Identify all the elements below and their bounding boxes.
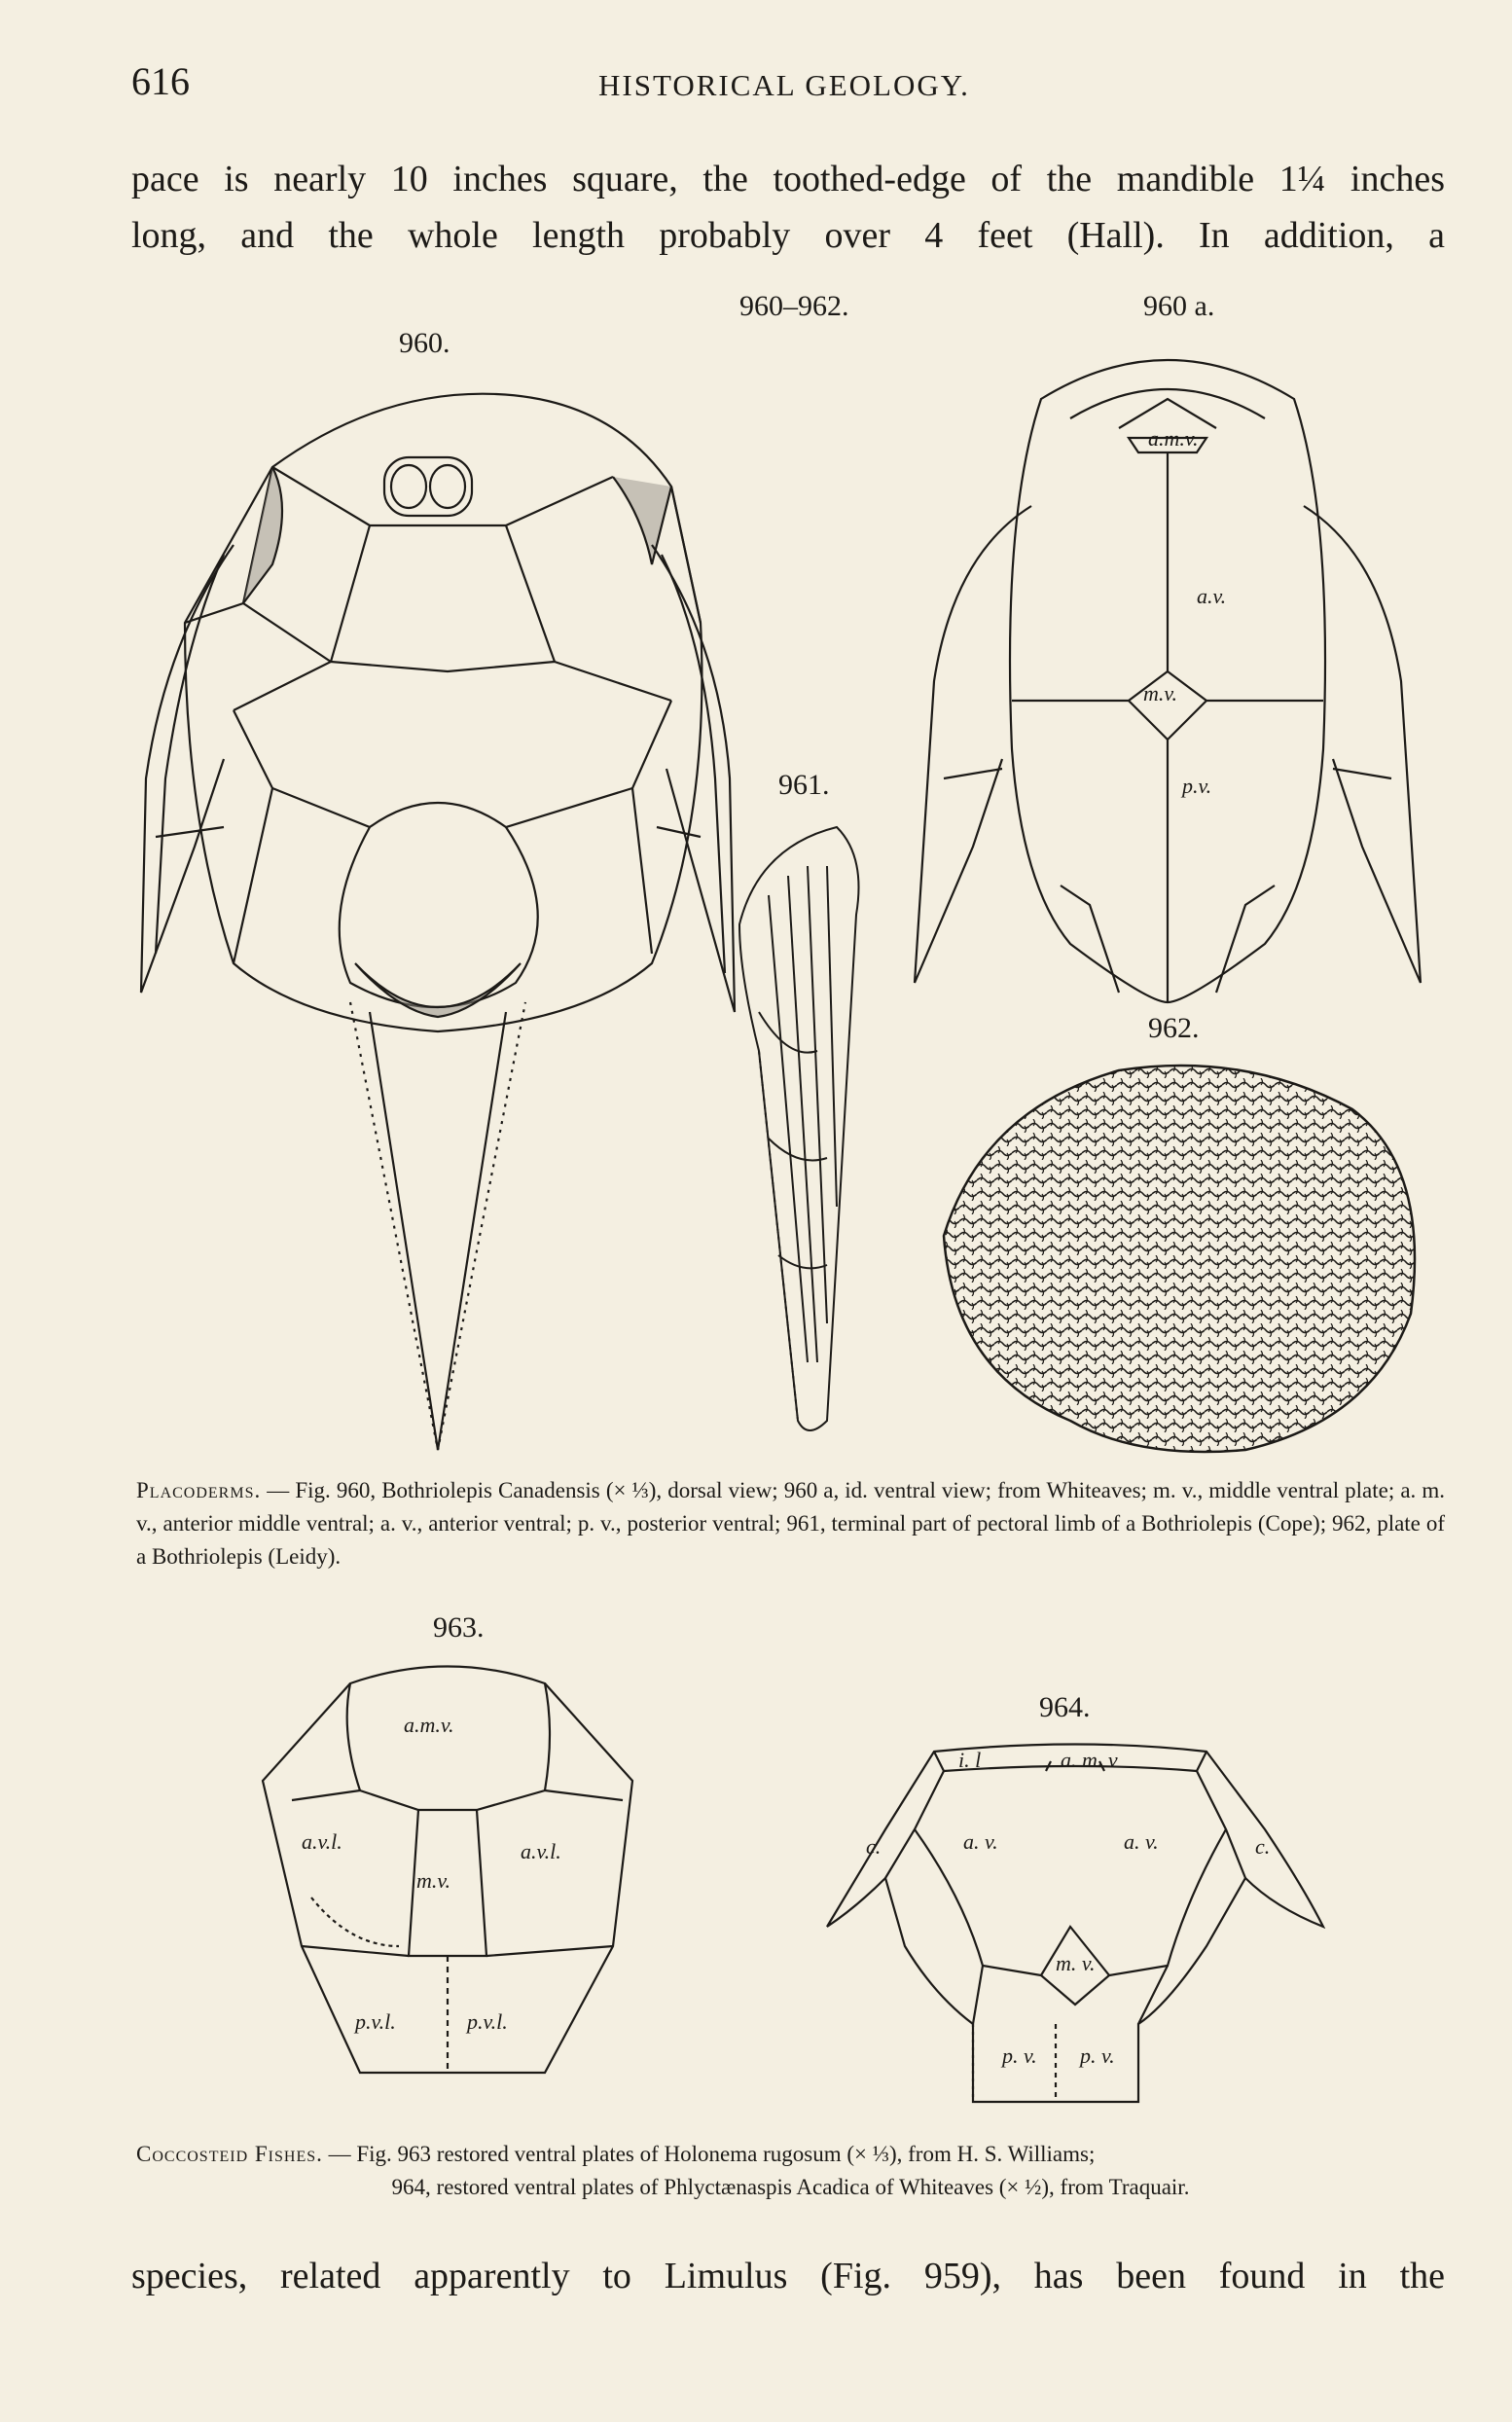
caption-text-line2: 964, restored ventral plates of Phlyctænaspis Acadica of Whiteaves (× ½), from Traquair.: [391, 2175, 1190, 2199]
figure-964-phlyctaenaspis: [817, 1732, 1343, 2121]
plate-label-il: i. l: [958, 1748, 982, 1772]
plate-label-c-left: c.: [866, 1834, 882, 1859]
plate-label-avl-left: a.v.l.: [302, 1829, 342, 1854]
page-number: 616: [131, 59, 190, 103]
figure-962-plate: [924, 1051, 1430, 1460]
figure-label-964: 964.: [1039, 1691, 1091, 1723]
plate-label-mv: m.v.: [416, 1868, 451, 1893]
plate-label-amv: a.m.v.: [1148, 426, 1199, 451]
figure-960-dorsal-view: [126, 370, 749, 1469]
figure-961-pectoral-limb: [730, 817, 876, 1440]
plate-label-amv: a. m. v: [1061, 1748, 1118, 1772]
plate-label-avl-right: a.v.l.: [521, 1839, 561, 1863]
body-text-bottom: [131, 2248, 1445, 2304]
plate-label-amv: a.m.v.: [404, 1713, 454, 1737]
plate-label-av: a.v.: [1197, 584, 1227, 608]
caption-text: — Fig. 960, Bothriolepis Canadensis (× ⅓), dorsal view; 960 a, id. ventral view; from Whiteaves; m. v., middle ventral plate; a. m. v., anterior middle ventral; a. v., anterior ventral; p. v., posterior ventral; 961, terminal part of pectoral limb of a Bothriolepis (Cope); 962, plate of a Bothriolepis (Leidy).: [136, 1478, 1445, 1569]
plate-label-av-right: a. v.: [1124, 1829, 1159, 1854]
caption-figures-960-962: [136, 1474, 1445, 1573]
figure-963-holonema: [253, 1654, 642, 2082]
figure-label-963: 963.: [433, 1611, 485, 1644]
plate-label-mv: m. v.: [1056, 1951, 1096, 1975]
figure-960a-ventral-view: [895, 341, 1440, 1022]
plate-label-pv-left: p. v.: [1002, 2043, 1037, 2068]
plate-label-pv-right: p. v.: [1080, 2043, 1115, 2068]
figure-group-label: 960–962.: [739, 290, 849, 322]
figure-label-960: 960.: [399, 327, 450, 359]
caption-figures-963-964: [136, 2138, 1445, 2204]
plate-label-pvl-right: p.v.l.: [467, 2009, 508, 2034]
body-text-top: [131, 151, 1445, 264]
body-line: long, and the whole length probably over 4 feet (Hall). In addition, a: [131, 215, 1445, 256]
caption-text: — Fig. 963 restored ventral plates of Holonema rugosum (× ⅓), from H. S. Williams;: [322, 2142, 1096, 2166]
figure-label-962: 962.: [1148, 1012, 1200, 1044]
plate-label-mv: m.v.: [1143, 681, 1178, 705]
plate-label-c-right: c.: [1255, 1834, 1271, 1859]
body-line: pace is nearly 10 inches square, the toothed-edge of the mandible 1¼ inches: [131, 159, 1445, 199]
caption-heading: Placoderms.: [136, 1478, 262, 1502]
plate-label-pvl-left: p.v.l.: [355, 2009, 396, 2034]
body-line: species, related apparently to Limulus (Fig. 959), has been found in the: [131, 2256, 1445, 2296]
caption-heading: Coccosteid Fishes.: [136, 2142, 323, 2166]
plate-label-av-left: a. v.: [963, 1829, 998, 1854]
plate-label-pv: p.v.: [1182, 774, 1212, 798]
figure-label-961: 961.: [778, 769, 830, 801]
page-header: [131, 58, 1445, 107]
figure-label-960a: 960 a.: [1143, 290, 1215, 322]
running-head: HISTORICAL GEOLOGY.: [598, 68, 970, 102]
